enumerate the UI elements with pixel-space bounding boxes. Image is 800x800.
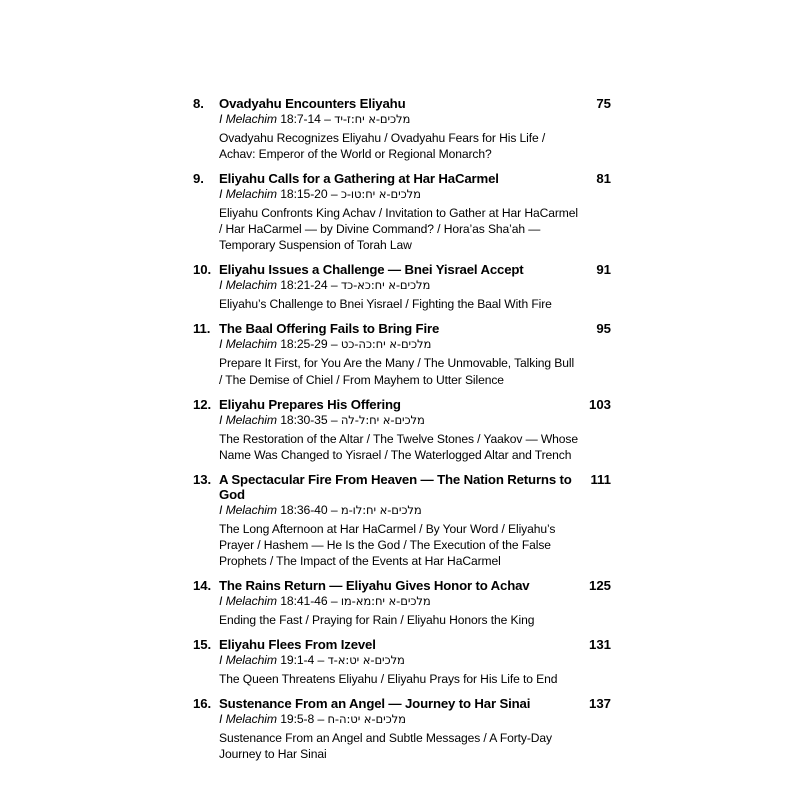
toc-entry-source-dash: – (314, 653, 328, 668)
toc-entry-page-number: 111 (590, 471, 611, 487)
toc-entry-topics: The Queen Threatens Eliyahu / Eliyahu Prays for His Life to End (219, 672, 558, 687)
toc-entry-source-hebrew: מלכים-א יח:כה-כט (340, 337, 432, 352)
toc-entry-source-verses: 18:7-14 (280, 112, 321, 126)
toc-entry[interactable] (193, 637, 611, 687)
toc-entry-title[interactable]: Eliyahu Issues a Challenge — Bnei Yisrael Accept (219, 262, 524, 278)
toc-entry-topics: Prepare It First, for You Are the Many / The Unmovable, Talking Bull / The Demise of Chiel / From Mayhem to Utter Silence (219, 356, 575, 387)
toc-entry-source-dash: – (320, 112, 335, 126)
toc-entry-title[interactable]: Sustenance From an Angel — Journey to Har Sinai (219, 696, 531, 712)
toc-entry[interactable] (193, 96, 611, 162)
toc-entry-source-verses: 18:15-20 (280, 187, 328, 202)
toc-entry-source-book: I Melachim (219, 412, 277, 427)
toc-entry-source-verses: 18:36-40 (280, 502, 328, 517)
toc-entry-number: 15. (193, 637, 212, 653)
toc-entry-title[interactable]: A Spectacular Fire From Heaven — The Nation Returns to God (219, 471, 572, 502)
toc-entry-topics: Ovadyahu Recognizes Eliyahu / Ovadyahu Fears for His Life / Achav: Emperor of the World or Regional Monarch? (219, 131, 546, 162)
toc-entry-source-book: I Melachim (219, 653, 277, 668)
toc-entry[interactable] (193, 578, 611, 628)
toc-entry-source-verses: 19:1-4 (280, 653, 315, 668)
toc-entry-topics: The Long Afternoon at Har HaCarmel / By Your Word / Eliyahu’s Prayer / Hashem — He Is the God / The Execution of the False Prophets / The Impact of the Events at Har HaCarmel (219, 521, 556, 568)
toc-entry-source-dash: – (327, 412, 341, 427)
toc-entry-number: 13. (193, 471, 212, 487)
toc-entry-title[interactable]: The Rains Return — Eliyahu Gives Honor to Achav (219, 578, 530, 594)
toc-entry-source-verses: 18:21-24 (280, 278, 328, 293)
toc-entry-source-book: I Melachim (219, 502, 277, 517)
toc-entry-number: 14. (193, 578, 212, 594)
toc-entry-number: 8. (193, 96, 204, 111)
toc-entry[interactable] (193, 472, 611, 569)
toc-entry-page-number: 131 (588, 637, 611, 653)
toc-entry-source-dash: – (314, 712, 328, 727)
toc-entry-source-dash: – (327, 337, 341, 352)
toc-entry-page-number: 125 (588, 578, 611, 594)
toc-entry-headline (193, 472, 611, 502)
toc-entry-page-number: 95 (596, 321, 611, 337)
toc-entry-source-hebrew: מלכים-א יט:ה-ח (327, 712, 406, 727)
toc-entry-source-reference (219, 187, 611, 201)
toc-entry-title[interactable]: Eliyahu Calls for a Gathering at Har HaCarmel (219, 171, 499, 187)
toc-entry-source-dash: – (327, 502, 341, 517)
toc-entry-source-reference (219, 413, 611, 427)
toc-entry-source-book: I Melachim (219, 337, 277, 352)
toc-entry-source-dash: – (327, 278, 341, 293)
toc-entry-source-dash: – (327, 187, 341, 202)
toc-entry-number: 10. (193, 262, 212, 278)
toc-entry-title[interactable]: The Baal Offering Fails to Bring Fire (219, 321, 440, 337)
toc-entry[interactable] (193, 262, 611, 312)
toc-entry-headline (193, 397, 611, 412)
toc-entry-source-hebrew: מלכים-א יח:טו-כ (340, 187, 421, 202)
toc-entry-topics: Sustenance From an Angel and Subtle Messages / A Forty-Day Journey to Har Sinai (219, 731, 553, 762)
toc-entry-title[interactable]: Ovadyahu Encounters Eliyahu (219, 96, 406, 111)
toc-entry-source-reference (219, 712, 611, 726)
toc-entry-topics: The Restoration of the Altar / The Twelve Stones / Yaakov — Whose Name Was Changed to Yisrael / The Waterlogged Altar and Trench (219, 431, 578, 462)
toc-entry-source-reference (219, 594, 611, 608)
toc-entry-source-hebrew: מלכים-א יח:ז-יד (334, 112, 411, 126)
toc-entry-source-hebrew: מלכים-א יח:ל-לה (340, 412, 425, 427)
toc-entry-headline (193, 321, 611, 336)
toc-entry[interactable] (193, 321, 611, 387)
toc-entry[interactable] (193, 696, 611, 762)
toc-entry-source-hebrew: מלכים-א יח:מא-מו (340, 594, 431, 609)
toc-entry-topics: Eliyahu’s Challenge to Bnei Yisrael / Fighting the Baal With Fire (219, 297, 552, 312)
toc-entry-title[interactable]: Eliyahu Flees From Izevel (219, 637, 376, 653)
toc-entry-page-number: 103 (588, 396, 611, 412)
toc-entry-source-reference (219, 653, 611, 667)
toc-entry-headline (193, 262, 611, 277)
toc-entry[interactable] (193, 171, 611, 253)
toc-entry-headline (193, 578, 611, 593)
toc-entry-number: 16. (193, 696, 212, 712)
toc-entry-source-reference (219, 112, 611, 126)
toc-entry-number: 12. (193, 396, 212, 412)
toc-entry-title[interactable]: Eliyahu Prepares His Offering (219, 396, 401, 412)
toc-entry-source-hebrew: מלכים-א יט:א-ד (327, 653, 405, 668)
toc-entry-source-hebrew: מלכים-א יח:לו-מ (340, 502, 422, 517)
toc-entry-topics: Ending the Fast / Praying for Rain / Eliyahu Honors the King (219, 613, 535, 628)
toc-entry[interactable] (193, 397, 611, 463)
toc-entry-source-book: I Melachim (219, 594, 277, 609)
toc-entry-source-verses: 18:30-35 (280, 412, 328, 427)
toc-entry-headline (193, 171, 611, 186)
toc-entry-source-reference (219, 337, 611, 351)
toc-entry-source-verses: 18:25-29 (280, 337, 328, 352)
toc-entry-headline (193, 637, 611, 652)
toc-entry-headline (193, 696, 611, 711)
toc-entry-page-number: 81 (596, 171, 611, 187)
toc-entry-source-verses: 19:5-8 (280, 712, 315, 727)
toc-entry-topics: Eliyahu Confronts King Achav / Invitation to Gather at Har HaCarmel / Har HaCarmel — by Divine Command? / Hora’as Sha’ah —Temporary Suspension of Torah Law (219, 206, 578, 253)
toc-entry-number: 9. (193, 171, 204, 187)
toc-entry-source-verses: 18:41-46 (280, 594, 328, 609)
toc-entry-source-hebrew: מלכים-א יח:כא-כד (340, 278, 431, 293)
toc-entry-source-book: I Melachim (219, 187, 277, 202)
toc-entry-list (193, 96, 611, 762)
toc-entry-source-reference (219, 503, 611, 517)
toc-entry-source-reference (219, 278, 611, 292)
toc-entry-page-number: 75 (596, 96, 611, 111)
toc-entry-page-number: 91 (596, 262, 611, 278)
toc-entry-headline (193, 96, 611, 111)
toc-entry-source-book: I Melachim (219, 278, 277, 293)
toc-entry-source-book: I Melachim (219, 112, 277, 126)
toc-entry-number: 11. (193, 321, 211, 337)
toc-entry-source-book: I Melachim (219, 712, 277, 727)
toc-entry-source-dash: – (327, 594, 341, 609)
toc-entry-page-number: 137 (588, 696, 611, 712)
